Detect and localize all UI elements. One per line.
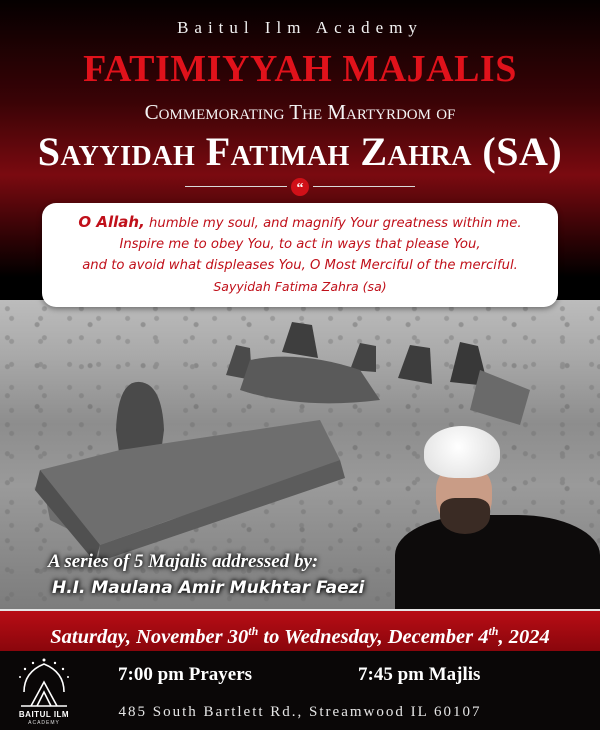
date-banner	[0, 609, 600, 653]
logo-name: BAITUL ILM	[18, 710, 70, 719]
quote-card	[42, 203, 558, 307]
grave-stone	[470, 370, 530, 425]
date-end: to Wednesday, December 4	[258, 625, 489, 648]
date-start-suffix: th	[248, 624, 259, 638]
speaker-beard	[440, 498, 490, 534]
date-year: , 2024	[498, 625, 550, 648]
academy-name: Baitul Ilm Academy	[177, 18, 423, 37]
quote-line-1	[42, 212, 558, 234]
event-title: FATIMIYYAH MAJALIS	[83, 48, 517, 90]
date-start: Saturday, November 30	[50, 625, 249, 648]
speaker-robe	[395, 515, 600, 615]
majlis-time: 7:45 pm Majlis	[358, 664, 481, 685]
event-subtitle: Commemorating The Martyrdom of	[144, 100, 456, 124]
speaker-turban	[424, 426, 500, 478]
quote-icon: “	[291, 178, 309, 196]
grave-stone	[282, 322, 318, 358]
quote-line-3: and to avoid what displeases You, O Most Merciful of the merciful.	[82, 258, 518, 273]
divider-left	[185, 186, 287, 187]
quote-line-2: Inspire me to obey You, to act in ways that please You,	[119, 237, 481, 252]
logo-subtitle: ACADEMY	[28, 720, 60, 726]
series-intro: A series of 5 Majalis addressed by:	[48, 551, 319, 572]
speaker-name: H.I. Maulana Amir Mukhtar Faezi	[52, 578, 365, 598]
divider-right	[313, 186, 415, 187]
quote-lead: O Allah,	[78, 213, 145, 231]
quote-attribution: Sayyidah Fatima Zahra (sa)	[213, 279, 387, 294]
date-end-suffix: th	[488, 624, 499, 638]
venue-address: 485 South Bartlett Rd., Streamwood IL 60107	[118, 704, 482, 720]
quote-text-1: humble my soul, and magnify Your greatness within me.	[144, 216, 522, 231]
grave-stone	[398, 345, 432, 384]
prayers-time: 7:00 pm Prayers	[118, 664, 253, 685]
grave-stone	[350, 343, 376, 372]
commemorated-name: Sayyidah Fatimah Zahra (SA)	[37, 129, 563, 174]
